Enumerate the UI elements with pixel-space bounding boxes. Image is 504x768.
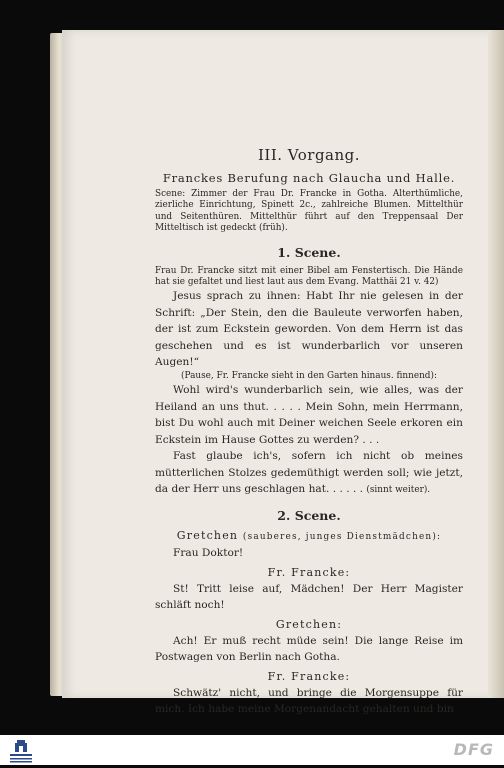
speaker-francke-2: Fr. Francke: xyxy=(267,669,351,683)
dfg-logo[interactable]: DFG xyxy=(453,740,494,759)
dialogue-line-2: St! Tritt leise auf, Mädchen! Der Herr Magister schläft noch! xyxy=(155,582,463,612)
act-title: III. Vorgang. xyxy=(257,146,361,164)
viewer-footer xyxy=(0,735,504,765)
page-text xyxy=(155,146,463,718)
speaker-name: Gretchen xyxy=(176,528,239,542)
speaker-gretchen-2: Gretchen: xyxy=(275,617,343,631)
scene-1-pause: (Pause, Fr. Francke sieht in den Garten hinaus. finnend): xyxy=(181,370,437,381)
stage-setting: Scene: Zimmer der Frau Dr. Francke in Gotha. Alterthümliche, zierliche Einrichtung, Spinett 2c., zahlreiche Blumen. Mittelthür und Seitenthüren. Mittelthür führt auf den Treppensaal Der Mitteltisch ist gedeckt (früh). xyxy=(155,189,463,234)
speaker-francke-1: Fr. Francke: xyxy=(267,565,351,579)
speaker-gretchen xyxy=(155,529,463,543)
dialogue-line-3: Ach! Er muß recht müde sein! Die lange Reise im Postwagen von Berlin nach Gotha. xyxy=(155,634,463,664)
scene-1-reading: Jesus sprach zu ihnen: Habt Ihr nie gelesen in der Schrift: „Der Stein, den die Bauleute verworfen haben, der ist zum Eckstein geworden. Von dem Herrn ist das geschehen und es ist wunderbarlich vor unseren Augen!“ xyxy=(155,290,463,369)
library-stamp-icon[interactable] xyxy=(7,738,35,764)
scene-2-heading: 2. Scene. xyxy=(277,507,341,523)
act-subtitle: Franckes Berufung nach Glaucha und Halle. xyxy=(162,171,456,185)
scene-1-speech-1: Wohl wird's wunderbarlich sein, wie alles, was der Heiland an uns thut. . . . . Mein Sohn, mein Herrmann, bist Du wohl auch mit Deiner weichen Seele erkoren ein Eckstein im Hause Gottes zu werden? . . . xyxy=(155,384,463,446)
speech-2-direction: (sinnt weiter). xyxy=(366,485,431,496)
scene-1-heading: 1. Scene. xyxy=(277,244,341,260)
dialogue-line-1: Frau Doktor! xyxy=(173,547,244,560)
scene-1-speech-2 xyxy=(155,448,463,498)
speaker-description: (sauberes, junges Dienstmädchen): xyxy=(242,531,442,542)
facing-page-edge xyxy=(488,30,504,698)
scene-1-direction: Frau Dr. Francke sitzt mit einer Bibel am Fenstertisch. Die Hände hat sie gefaltet und liest laut aus dem Evang. Matthäi 21 v. 42) xyxy=(155,265,463,288)
dialogue-line-4: Schwätz' nicht, und bringe die Morgensuppe für mich. Ich habe meine Morgenandacht gehalten und bin xyxy=(155,686,463,716)
speech-2-text: Fast glaube ich's, sofern ich nicht ob meines mütterlichen Stolzes gedemüthigt werden soll; wie jetzt, da der Herr uns geschlagen hat. . . . . . xyxy=(155,450,463,496)
